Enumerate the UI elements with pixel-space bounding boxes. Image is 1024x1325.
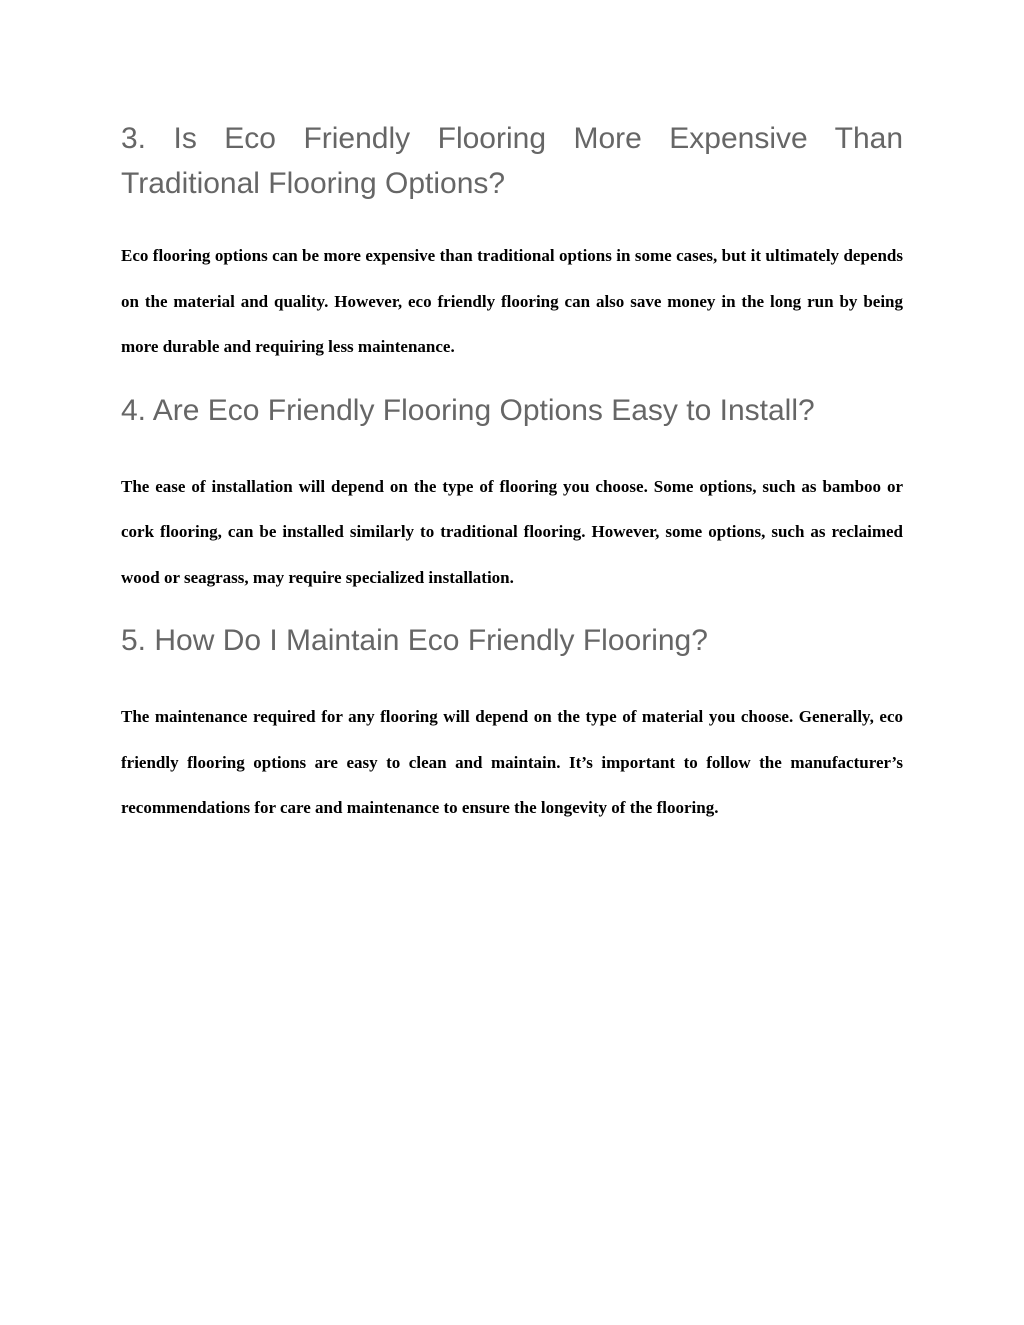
faq-heading-5: 5. How Do I Maintain Eco Friendly Flooring? bbox=[121, 624, 708, 657]
faq-answer-4: The ease of installation will depend on the type of flooring you choose. Some options, such as bamboo or cork flooring, can be installed similarly to traditional flooring. However, some options, such as reclaimed wood or seagrass, may require specialized installation. bbox=[121, 476, 903, 587]
faq-heading-3: 3. Is Eco Friendly Flooring More Expensive Than Traditional Flooring Options? bbox=[121, 122, 903, 200]
faq-answer-3: Eco flooring options can be more expensive than traditional options in some cases, but it ultimately depends on the material and quality. However, eco friendly flooring can also save money in the long run by being more durable and requiring less maintenance. bbox=[121, 246, 903, 356]
document-page bbox=[121, 112, 903, 831]
faq-answer-5: The maintenance required for any flooring will depend on the type of material you choose. Generally, eco friendly flooring options are easy to clean and maintain. It’s important to follow the manufacturer’s recommendations for care and maintenance to ensure the longevity of the flooring. bbox=[121, 707, 903, 817]
faq-heading-4: 4. Are Eco Friendly Flooring Options Easy to Install? bbox=[121, 393, 815, 427]
